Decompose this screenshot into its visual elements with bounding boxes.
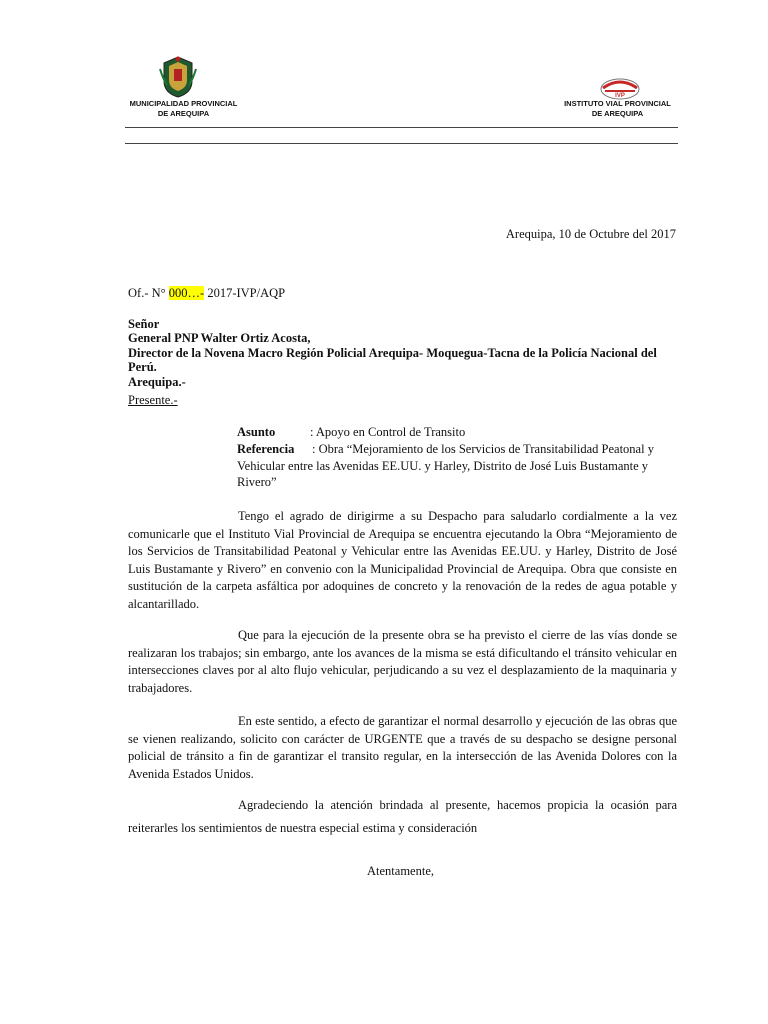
body-paragraph-1: [128, 508, 677, 613]
body-paragraph-1-text: Tengo el agrado de dirigirme a su Despacho para saludarlo cordialmente a la vez comunicarle que el Instituto Vial Provincial de Arequipa se encuentra ejecutando la Obra “Mejoramiento de los Servicios de Transitabilidad Peatonal y Vehicular entre las Avenidas EE.UU. y Harley, Distrito de José Luis Bustamante y Rivero” en convenio con la Municipalidad Provincial de Arequipa. Obra que consiste en sustitución de la carpeta asfáltica por adoquines de concreto y la renovación de la redes de agua potable y alcantarillado.: [128, 509, 677, 611]
recipient-city: Arequipa.-: [128, 375, 186, 389]
body-paragraph-3-text: En este sentido, a efecto de garantizar el normal desarrollo y ejecución de las obras que se vienen realizando, solicito con carácter de URGENTE que a través de su despacho se designe personal policial de tránsito a fin de garantizar el transito regular, en la intersección de las Avenida Dolores con la Avenida Estados Unidos.: [128, 714, 677, 781]
reference-number: [128, 285, 285, 302]
asunto-label: Asunto: [237, 425, 276, 439]
recipient-title-line1: Director de la Novena Macro Región Policial Arequipa- Moquegua-Tacna de la Policía Nacional del: [128, 346, 657, 360]
right-org-line1: INSTITUTO VIAL PROVINCIAL: [564, 99, 671, 108]
referencia-line3: Rivero”: [237, 475, 277, 489]
body-paragraph-2: [128, 627, 677, 697]
body-paragraph-2-text: Que para la ejecución de la presente obra se ha previsto el cierre de las vías donde se realizaran los trabajos; sin embargo, ante los avances de la misma se está dificultando el tránsito vehicular en intersecciones claves por al alto flujo vehicular, perjudicando a su vez el desplazamiento de la maquinaria y trabajadores.: [128, 628, 677, 695]
reference-number-highlight: 000…-: [168, 286, 205, 300]
municipal-coat-of-arms-icon: [158, 55, 198, 99]
referencia-line2: Vehicular entre las Avenidas EE.UU. y Harley, Distrito de José Luis Bustamante y: [237, 459, 649, 473]
referencia-line1: : Obra “Mejoramiento de los Servicios de Transitabilidad Peatonal y: [312, 442, 654, 456]
date-line: Arequipa, 10 de Octubre del 2017: [505, 227, 676, 241]
ivp-badge-icon: [600, 78, 640, 100]
body-paragraph-4-line2: reiterarles los sentimientos de nuestra especial estima y consideración: [128, 821, 478, 835]
recipient-presente: Presente.-: [128, 393, 178, 407]
left-org-name: [126, 99, 241, 119]
body-paragraph-4-line1: Agradeciendo la atención brindada al presente, hacemos propicia la ocasión para: [238, 798, 677, 812]
referencia-label: Referencia: [237, 442, 295, 456]
left-org-line1: MUNICIPALIDAD PROVINCIAL: [129, 99, 238, 108]
closing: Atentamente,: [367, 864, 434, 878]
left-org-line2: DE AREQUIPA: [157, 109, 210, 118]
recipient-name: General PNP Walter Ortiz Acosta,: [128, 331, 311, 345]
header-rule-bottom: [125, 143, 678, 144]
recipient-title-line2: Perú.: [128, 360, 157, 374]
body-paragraph-3: [128, 713, 677, 783]
header-rule-top: [125, 127, 678, 128]
right-org-line2: DE AREQUIPA: [591, 109, 644, 118]
reference-prefix: Of.- N°: [128, 286, 166, 300]
reference-suffix: 2017-IVP/AQP: [207, 286, 286, 300]
right-org-name: [560, 99, 675, 119]
recipient-salutation: Señor: [128, 317, 160, 331]
asunto-value: : Apoyo en Control de Transito: [310, 425, 466, 439]
svg-text:IVP: IVP: [615, 93, 625, 99]
